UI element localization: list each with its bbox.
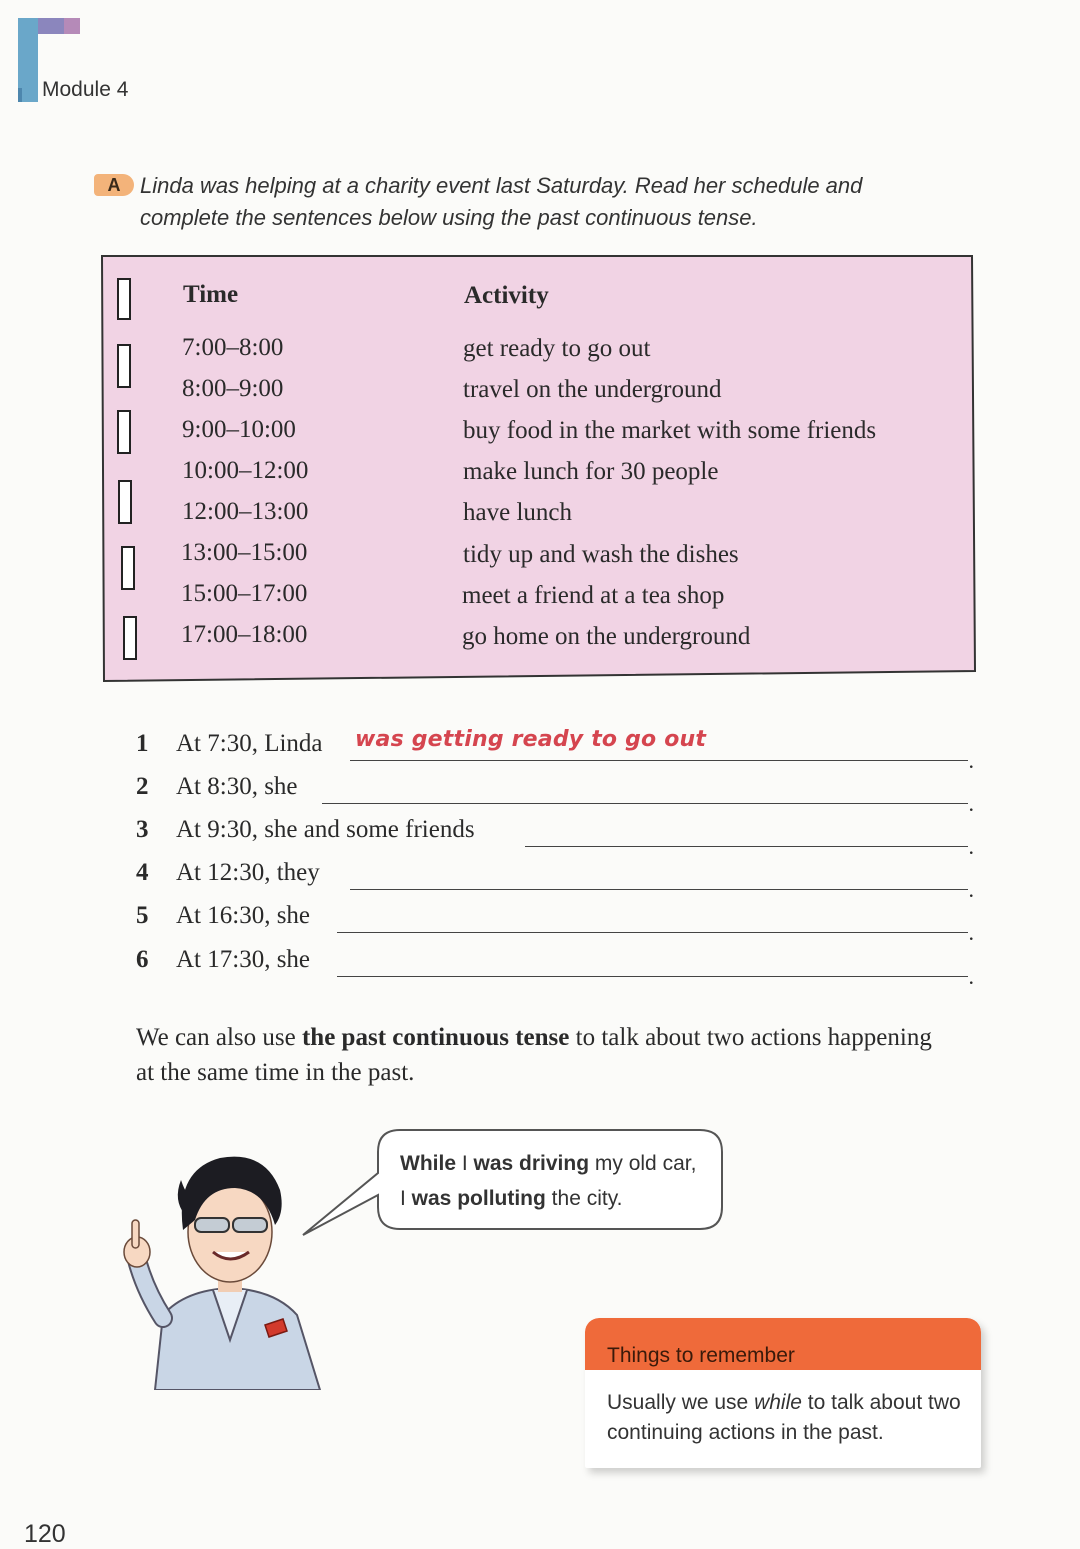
exercise-sentence-6: [136, 946, 976, 989]
schedule-time: 13:00–15:00: [181, 539, 308, 566]
binding-ring: [122, 547, 134, 589]
exercise-sentence-4: [136, 859, 976, 902]
full-stop: .: [968, 964, 974, 989]
instruction-line-1: Linda was helping at a charity event last Saturday. Read her schedule and: [140, 173, 863, 198]
sentence-stem: At 8:30, she: [176, 773, 298, 800]
schedule-activity: buy food in the market with some friends: [463, 417, 877, 444]
remember-title: Things to remember: [607, 1344, 795, 1367]
full-stop: .: [968, 920, 974, 945]
handwritten-answer: was getting ready to go out: [355, 727, 707, 752]
paragraph-text: We can also use: [136, 1024, 302, 1051]
sentence-number: 3: [136, 816, 149, 843]
exercise-sentence-3: [136, 816, 976, 859]
sentence-number: 5: [136, 902, 149, 929]
sentence-number: 1: [136, 730, 149, 757]
schedule-time: 8:00–9:00: [182, 375, 284, 402]
bubble-line-2: [400, 1181, 720, 1216]
bubble-line-1: [400, 1146, 720, 1181]
schedule-activity: get ready to go out: [463, 335, 651, 362]
schedule-time: 10:00–12:00: [182, 457, 309, 484]
bubble-bold: was polluting: [411, 1187, 546, 1210]
bubble-bold: While: [400, 1152, 456, 1175]
sentence-stem: At 16:30, she: [176, 902, 311, 929]
sentence-number: 4: [136, 859, 149, 886]
schedule-time: 15:00–17:00: [181, 580, 308, 607]
schedule-time: 12:00–13:00: [182, 498, 309, 525]
answer-blank[interactable]: [525, 846, 968, 847]
binding-ring: [118, 345, 130, 387]
schedule-activity: meet a friend at a tea shop: [462, 582, 725, 609]
sentence-stem: At 7:30, Linda: [176, 730, 323, 757]
grammar-paragraph: [136, 1020, 956, 1090]
activity-badge: A: [94, 174, 134, 196]
schedule-activity: tidy up and wash the dishes: [463, 541, 739, 568]
binding-ring: [124, 617, 136, 659]
instruction-line-2: complete the sentences below using the past continuous tense.: [140, 205, 758, 230]
bubble-bold: was driving: [473, 1152, 590, 1175]
remember-italic: while: [754, 1391, 802, 1414]
answer-blank[interactable]: [337, 976, 968, 977]
bubble-text: my old car,: [589, 1152, 697, 1175]
answer-blank[interactable]: [350, 760, 968, 761]
full-stop: .: [968, 834, 974, 859]
schedule-time: 17:00–18:00: [181, 621, 308, 648]
things-to-remember-box: [585, 1318, 981, 1468]
schedule-time: 7:00–8:00: [182, 334, 284, 361]
remember-text: to talk about two continuing actions in the past.: [607, 1391, 961, 1444]
page-number: 120: [24, 1520, 66, 1548]
schedule-activity: go home on the underground: [462, 623, 751, 650]
binding-ring: [118, 411, 130, 453]
remember-body: [607, 1388, 967, 1448]
answer-blank[interactable]: [322, 803, 968, 804]
schedule-activity: make lunch for 30 people: [463, 458, 719, 485]
time-header: Time: [183, 281, 239, 308]
schedule-time: 9:00–10:00: [182, 416, 296, 443]
paragraph-text: to talk about two actions happening at the same time in the past.: [136, 1024, 932, 1086]
exercise-sentence-5: [136, 902, 976, 945]
bubble-text: I: [400, 1187, 412, 1210]
binding-ring: [119, 481, 131, 523]
full-stop: .: [968, 748, 974, 773]
sentence-number: 2: [136, 773, 149, 800]
module-label: Module 4: [42, 78, 129, 101]
sentence-stem: At 17:30, she: [176, 946, 311, 973]
activity-instruction: [140, 170, 940, 234]
answer-blank[interactable]: [337, 932, 968, 933]
paragraph-bold-term: the past continuous tense: [301, 1024, 570, 1051]
remember-text: Usually we use: [607, 1391, 755, 1414]
bubble-text: I: [456, 1152, 474, 1175]
binding-ring: [118, 279, 130, 319]
schedule-card: [100, 253, 977, 683]
schedule-activity: travel on the underground: [463, 376, 722, 403]
exercise-sentence-2: [136, 773, 976, 816]
schedule-activity: have lunch: [463, 499, 572, 526]
full-stop: .: [968, 877, 974, 902]
answer-blank[interactable]: [350, 889, 968, 890]
activity-header: Activity: [464, 282, 549, 309]
speech-bubble-text: [400, 1146, 720, 1216]
bubble-text: the city.: [545, 1187, 623, 1210]
full-stop: .: [968, 791, 974, 816]
sentence-stem: At 12:30, they: [176, 859, 320, 886]
sentence-stem: At 9:30, she and some friends: [176, 816, 475, 843]
sentence-number: 6: [136, 946, 149, 973]
